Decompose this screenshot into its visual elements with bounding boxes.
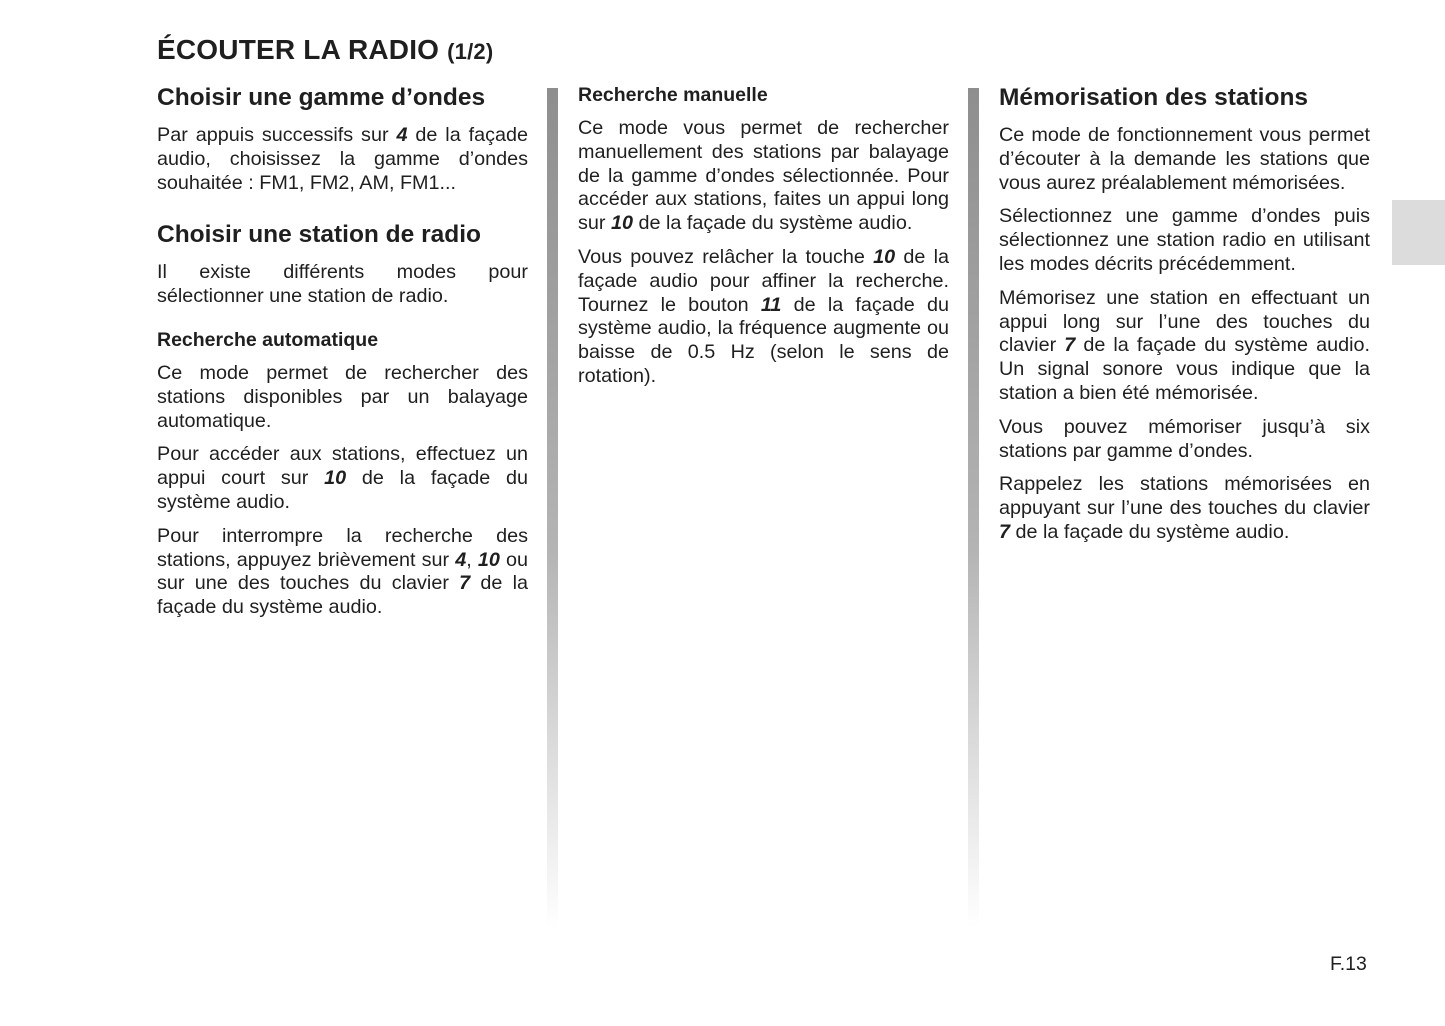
column-divider-left (547, 88, 558, 928)
paragraph-auto-search-3: Pour interrompre la recherche des stations, appuyez brièvement sur 4, 10 ou sur une des touches du clavier 7 de la façade du système audio. (157, 524, 528, 619)
heading-wave-band: Choisir une gamme d’ondes (157, 84, 486, 111)
paragraph-memorization-1: Ce mode de fonctionnement vous permet d’écouter à la demande les stations que vous aurez préalablement mémorisées. (999, 124, 1370, 194)
column-right (999, 82, 1370, 555)
page-number: F.13 (1330, 953, 1367, 975)
column-left (157, 82, 528, 630)
paragraph-memorization-3: Mémorisez une station en effectuant un appui long sur l’une des touches du clavier 7 de la façade du système audio. Un signal sonore vous indique que la station a bien été mémorisée. (999, 286, 1370, 404)
paragraph-radio-station: Il existe différents modes pour sélectionner une station de radio. (157, 261, 528, 308)
page-title-main: ÉCOUTER LA RADIO (157, 34, 440, 65)
paragraph-manual-search-2: Vous pouvez relâcher la touche 10 de la façade audio pour affiner la recherche. Tournez le bouton 11 de la façade du système audio, la fréquence augmente ou baisse de 0.5 Hz (selon le sens de rotation). (578, 245, 950, 387)
paragraph-memorization-4: Vous pouvez mémoriser jusqu’à six stations par gamme d’ondes. (999, 415, 1370, 462)
heading-auto-search: Recherche automatique (157, 328, 379, 351)
paragraph-auto-search-2: Pour accéder aux stations, effectuez un appui court sur 10 de la façade du système audio. (157, 443, 528, 513)
paragraph-auto-search-1: Ce mode permet de rechercher des stations disponibles par un balayage automatique. (157, 361, 528, 432)
paragraph-manual-search-1: Ce mode vous permet de rechercher manuellement des stations par balayage de la gamme d’ondes sélectionnée. Pour accéder aux stations, faites un appui long sur 10 de la façade du système audio. (578, 117, 949, 235)
paragraph-memorization-2: Sélectionnez une gamme d’ondes puis sélectionnez une station radio en utilisant les modes décrits précédemment. (999, 205, 1370, 275)
page-title-part: (1/2) (447, 39, 494, 64)
column-divider-right (968, 88, 979, 928)
chapter-tab-marker (1392, 200, 1445, 265)
column-middle (578, 82, 949, 399)
paragraph-memorization-5: Rappelez les stations mémorisées en appuyant sur l’une des touches du clavier 7 de la façade du système audio. (999, 473, 1370, 543)
page-title (157, 34, 493, 66)
heading-manual-search: Recherche manuelle (578, 84, 768, 106)
paragraph-wave-band: Par appuis successifs sur 4 de la façade audio, choisissez la gamme d’ondes souhaitée : FM1, FM2, AM, FM1... (157, 124, 528, 194)
heading-memorization: Mémorisation des stations (999, 84, 1309, 111)
heading-radio-station: Choisir une station de radio (157, 221, 481, 249)
